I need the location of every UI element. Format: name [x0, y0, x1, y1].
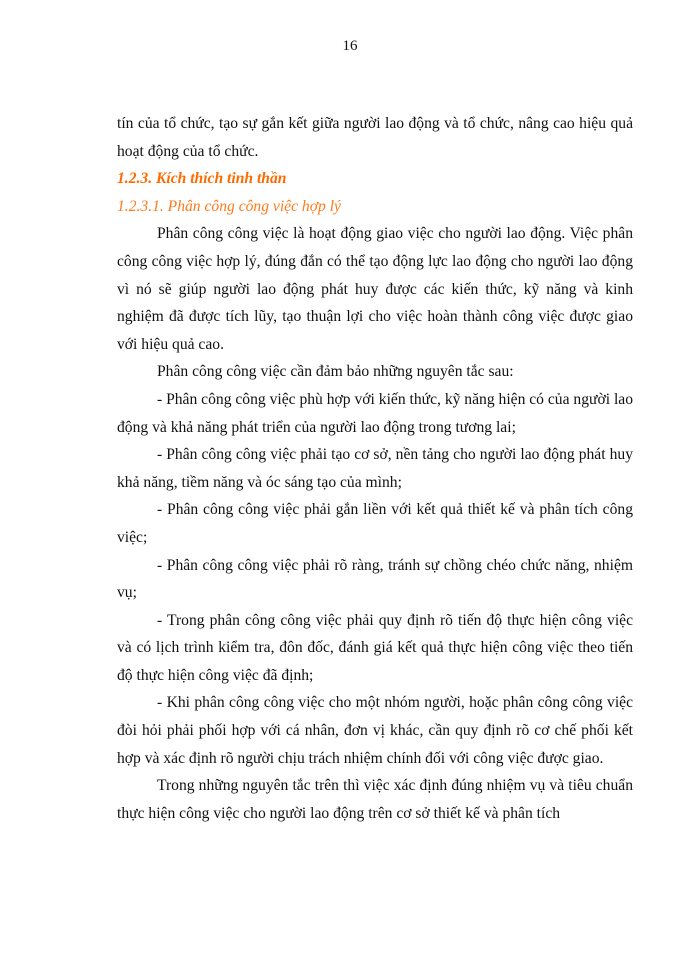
- paragraph: Phân công công việc là hoạt động giao việc cho người lao động. Việc phân công công việc hợp lý, đúng đắn có thể tạo động lực lao động cho người lao động vì nó sẽ giúp người lao động phát huy được các kiến thức, kỹ năng và kinh nghiệm đã được tích lũy, tạo thuận lợi cho việc hoàn thành công việc được giao với hiệu quả cao.: [117, 225, 633, 353]
- paragraph: Phân công công việc cần đảm bảo những nguyên tắc sau:: [157, 363, 514, 381]
- intro-continuation: tín của tổ chức, tạo sự gắn kết giữa người lao động và tổ chức, nâng cao hiệu quả hoạt động của tổ chức.: [117, 115, 633, 160]
- subsection-heading: 1.2.3.1. Phân công công việc hợp lý: [117, 197, 341, 215]
- paragraph: Trong những nguyên tắc trên thì việc xác định đúng nhiệm vụ và tiêu chuẩn thực hiện công việc cho người lao động trên cơ sở thiết kế và phân tích: [117, 777, 633, 822]
- list-item: - Khi phân công công việc cho một nhóm người, hoặc phân công công việc đòi hỏi phải phối hợp với cá nhân, đơn vị khác, cần quy định rõ cơ chế phối kết hợp và xác định rõ người chịu trách nhiệm chính đối với công việc được giao.: [117, 694, 633, 767]
- list-item: - Phân công công việc phù hợp với kiến thức, kỹ năng hiện có của người lao động và khả năng phát triển của người lao động trong tương lai;: [117, 390, 633, 436]
- list-item: - Trong phân công công việc phải quy định rõ tiến độ thực hiện công việc và có lịch trình kiểm tra, đôn đốc, đánh giá kết quả thực hiện công việc theo tiến độ thực hiện công việc đã định;: [117, 611, 633, 684]
- section-heading: 1.2.3. Kích thích tinh thần: [117, 170, 287, 188]
- list-item: - Phân công công việc phải gắn liền với kết quả thiết kế và phân tích công việc;: [117, 501, 633, 546]
- list-item: - Phân công công việc phải rõ ràng, tránh sự chồng chéo chức năng, nhiệm vụ;: [117, 556, 633, 602]
- document-body: [117, 110, 633, 827]
- page-number: 16: [342, 38, 358, 54]
- list-item: - Phân công công việc phải tạo cơ sở, nền tảng cho người lao động phát huy khả năng, tiềm năng và óc sáng tạo của mình;: [117, 446, 633, 491]
